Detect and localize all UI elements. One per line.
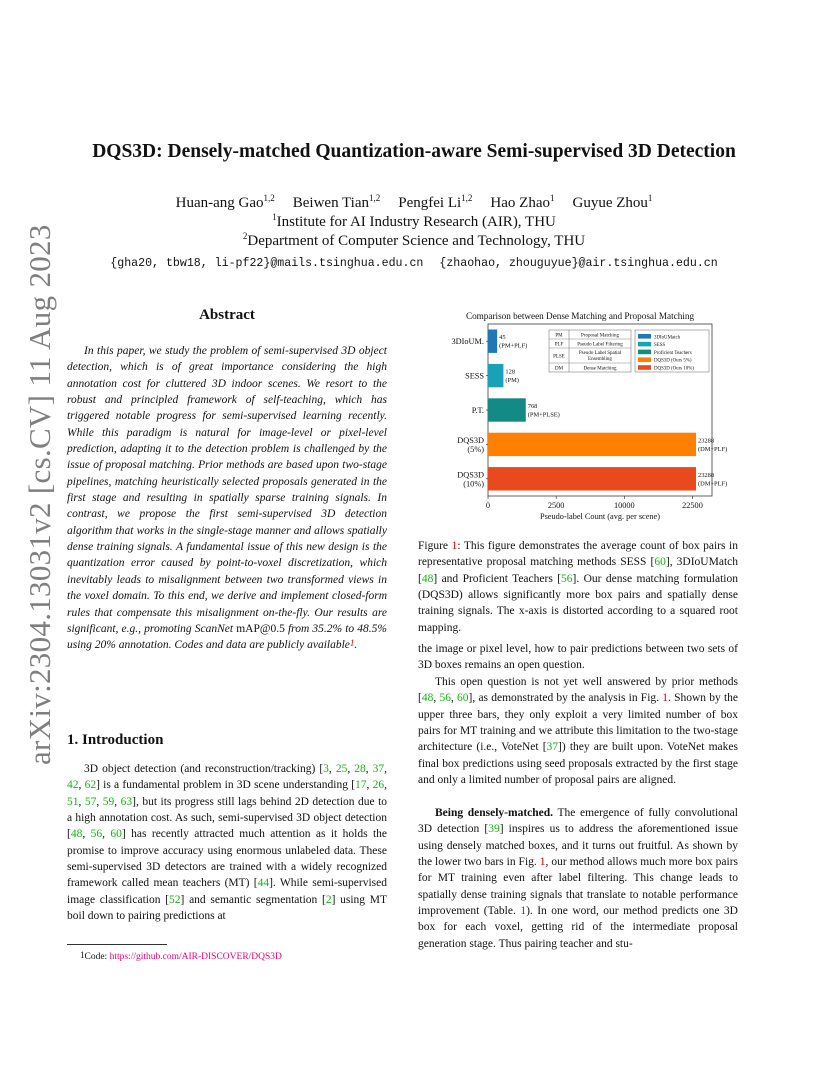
abbreviation-meaning: Dense Matching <box>583 366 617 372</box>
x-axis-label: Pseudo-label Count (avg. per scene) <box>539 512 661 521</box>
author-affiliation-mark: 1 <box>647 193 653 203</box>
legend-swatch <box>638 365 651 370</box>
footnote-mark[interactable]: 1 <box>349 638 355 649</box>
text-run: , <box>96 795 103 808</box>
abbreviation-meaning: Pseudo Label Spatial <box>578 351 622 356</box>
text-run: ], as demonstrated by the analysis in Fig. <box>468 692 663 705</box>
category-label: SESS <box>465 371 484 381</box>
figure-1 <box>430 308 730 524</box>
footnote-number: 1 <box>80 950 85 960</box>
legend-label: 3DIoUMatch <box>654 335 681 341</box>
text-run: . Shown by the upper three bars, they only exploit a very limited number of box pairs for MT training and we attribute this limitation to the two-stage architecture (i.e., VoteNet [ <box>418 692 739 754</box>
bar-1 <box>488 364 503 387</box>
citation-link[interactable]: 26 <box>372 779 385 792</box>
text-run: The emergence of fully convolutional 3D detection [ <box>418 807 738 836</box>
section-heading-introduction: 1. Introduction <box>67 732 164 748</box>
bar-value-label: (PM+PLF) <box>499 342 528 350</box>
figure-caption <box>418 538 738 636</box>
category-label: P.T. <box>471 406 484 415</box>
citation-link[interactable]: 17 <box>355 779 367 792</box>
bar-value-label: 45 <box>499 334 506 342</box>
legend-swatch <box>638 357 651 362</box>
citation-link[interactable]: 28 <box>354 763 366 775</box>
text-run: ] and Proficient Teachers [ <box>433 572 562 585</box>
text-run: ] is a fundamental problem in 3D scene understanding [ <box>96 779 356 792</box>
paper-title: DQS3D: Densely-matched Quantization-aware Semi-supervised 3D Detection <box>92 141 736 162</box>
author-name: Pengfei Li$^{1,2}$ <box>398 193 473 211</box>
citation-link[interactable]: 37 <box>546 741 559 754</box>
bar-chart <box>430 308 730 524</box>
author-affiliation-mark: 1,2 <box>461 193 473 203</box>
affiliation-1 <box>0 214 828 231</box>
abstract-part-1: In this paper, we study the problem of semi-supervised 3D object detection, which is of great importance considering the high annotation cost for cluttered 3D indoor scenes. We resort to the robust and principled framework of self-teaching, which has triggered notable progress for semi-supervised learning recently. While this paradigm is natural for image-level or pixel-level prediction, adapting it to the detection problem is challenged by the issue of proposal matching. Prior methods are based upon two-stage pipelines, matching heuristically selected proposals generated in the first stage and resulting in spatially sparse training signals. In contrast, we propose the first semi-supervised 3D detection algorithm that works in the single-stage manner and allows spatially dense training signals. A fundamental issue of this new design is the quantization error caused by point-to-voxel discretization, which inevitably leads to misalignment between two transformed views in the voxel domain. To this end, we derive and implement closed-form rules that compensate this misalignment on-the-fly. Our results are significant, e.g., promoting ScanNet <box>67 345 387 635</box>
citation-link[interactable]: 62 <box>84 779 97 792</box>
affiliation-2-text: Department of Computer Science and Technology, THU <box>247 233 586 249</box>
affiliation-2 <box>0 233 828 250</box>
legend-label: DQS3D (Ours 5%) <box>654 358 692 364</box>
arxiv-identifier: arXiv:2304.13031v2 [cs.CV] 11 Aug 2023 <box>22 224 57 765</box>
text-run: ]) they are built upon. VoteNet makes final box predictions using seed proposals extracted by the first stage and only a limited number of proposal pairs are aligned. <box>418 741 738 787</box>
cross-reference-link[interactable]: 1 <box>520 905 527 918</box>
author-affiliation-mark: 1 <box>549 193 555 203</box>
citation-link[interactable]: 60 <box>457 692 469 705</box>
affiliation-1-text: Institute for AI Industry Research (AIR), THU <box>276 214 556 230</box>
citation-link[interactable]: 52 <box>169 893 181 906</box>
footnote-divider <box>67 944 167 945</box>
text-run: , <box>328 763 336 775</box>
text-run: , <box>384 763 388 775</box>
citation-link[interactable]: 63 <box>120 795 133 808</box>
text-run: ], 3DIoUMatch [ <box>418 556 738 585</box>
citation-link[interactable]: 25 <box>335 763 348 775</box>
bar-value-label: 128 <box>505 368 516 376</box>
category-label: (5%) <box>467 444 484 454</box>
author-affiliation-mark: 1,2 <box>263 193 275 203</box>
text-run: ] using MT boil down to pairing predictions at <box>67 893 387 923</box>
text-run: , <box>82 828 91 841</box>
abbreviation-key: PLSE <box>553 354 565 360</box>
x-tick-label: 10000 <box>613 501 635 510</box>
bar-2 <box>488 398 526 421</box>
citation-link[interactable]: 3 <box>323 763 329 775</box>
abbreviation-meaning: Pseudo Label Filtering <box>577 342 623 348</box>
text-run: : This figure demonstrates the average count of box pairs in representative proposal matching methods SESS [ <box>418 540 738 569</box>
text-run: This open question is not yet well answered by prior methods [ <box>418 676 738 705</box>
text-run: , <box>78 779 85 792</box>
text-run: ]. While semi-supervised image classification [ <box>67 877 387 906</box>
abbreviation-key: PM <box>555 333 563 339</box>
text-run: ] has recently attracted much attention as it holds the promise to improve accuracy using enormous unlabeled data. These semi-supervised 3D detectors are trained with a widely recognized framework called mean teachers (MT) [ <box>67 828 387 890</box>
bar-value-label: (DM+PLF) <box>698 480 728 488</box>
code-link[interactable]: https://github.com/AIR-DISCOVER/DQS3D <box>109 952 282 962</box>
citation-link[interactable]: 44 <box>257 877 270 890</box>
author-name: Huan-ang Gao$^{1,2}$ <box>175 193 275 211</box>
bar-3 <box>488 433 696 456</box>
citation-link[interactable]: 48 <box>421 692 434 705</box>
text-run: ]. Our dense matching formulation (DQS3D) allows significantly more box pairs and spatially dense training signals. The x-axis is distorted according to a squared root mapping. <box>418 572 738 634</box>
author-name: Hao Zhao$^1$ <box>490 193 555 211</box>
citation-link[interactable]: 60 <box>654 556 666 569</box>
text-run: ] inspires us to address the aforementioned issue using densely matched boxes, and it turns out fruitful. As shown by the lower two bars in Fig. <box>418 823 738 869</box>
cross-reference-link[interactable]: 1 <box>539 856 546 869</box>
bar-value-label: 23288 <box>698 471 715 479</box>
text-run: Figure <box>418 540 452 552</box>
citation-link[interactable]: 48 <box>421 572 434 585</box>
text-run: , <box>102 828 111 841</box>
bar-value-label: (PM+PLSE) <box>527 411 560 419</box>
abstract-text <box>67 343 387 654</box>
citation-link[interactable]: 39 <box>488 823 500 836</box>
category-label: 3DIoUM. <box>451 337 484 347</box>
cross-reference-link[interactable]: 1 <box>451 540 458 552</box>
run-in-heading: Being densely-matched. <box>435 807 554 819</box>
legend-label: SESS <box>654 343 666 349</box>
abstract-part-2: from 35.2% to 48.5% using 20% annotation. Codes and data are publicly available <box>67 622 388 652</box>
text-run: ], but its progress still lags behind 2D detection due to a high annotation cost. As such, semi-supervised 3D object detection [ <box>67 795 388 841</box>
text-run: , <box>114 795 121 808</box>
citation-link[interactable]: 56 <box>439 692 451 705</box>
abstract-end: . <box>354 639 358 652</box>
citation-link[interactable]: 42 <box>67 779 79 792</box>
abbreviation-meaning: Ensembling <box>588 357 612 362</box>
legend-label: Proficient Teachers <box>654 350 692 356</box>
citation-link[interactable]: 57 <box>84 795 97 808</box>
text-run: , <box>366 779 373 792</box>
affiliation-1-mark: 1 <box>272 212 277 222</box>
legend-swatch <box>638 350 651 355</box>
bar-value-label: (DM+PLF) <box>698 445 728 453</box>
x-tick-label: 2500 <box>547 501 565 510</box>
text-run: ). In one word, our method predicts one 3D box for each voxel, getting rid of the intermediate proposal generation stage. Thus pairing teacher and stu- <box>418 905 738 950</box>
right-paragraph-2 <box>418 674 738 788</box>
bar-value-label: 768 <box>527 403 538 410</box>
abbreviation-key: DM <box>554 366 564 372</box>
citation-link[interactable]: 60 <box>110 828 122 841</box>
x-tick-label: 0 <box>485 501 491 510</box>
footnote-label: Code: <box>84 952 110 962</box>
citation-link[interactable]: 51 <box>67 795 79 808</box>
bar-0 <box>488 330 497 353</box>
citation-link[interactable]: 56 <box>561 572 573 585</box>
bar-value-label: (PM) <box>505 377 519 385</box>
author-list <box>0 195 828 212</box>
legend-swatch <box>638 334 651 339</box>
text-run: , <box>450 692 458 705</box>
text-run: ] and semantic segmentation [ <box>180 893 326 906</box>
email-group-1[interactable]: {gha20, tbw18, li-pf22}@mails.tsinghua.edu.cn <box>110 257 424 270</box>
citation-link[interactable]: 2 <box>325 893 332 906</box>
footnote <box>80 952 282 962</box>
author-name: Beiwen Tian$^{1,2}$ <box>292 193 381 211</box>
bar-value-label: 23288 <box>698 437 715 445</box>
right-paragraph-3 <box>418 805 738 952</box>
author-name: Guyue Zhou$^1$ <box>572 193 653 211</box>
email-group-2[interactable]: {zhaohao, zhouguyue}@air.tsinghua.edu.cn <box>439 257 718 270</box>
bar-4 <box>488 467 696 490</box>
abstract-metric: mAP@0.5 <box>236 622 285 635</box>
category-label: DQS3D <box>457 435 484 445</box>
text-run: 3D object detection (and reconstruction/tracking) [ <box>84 763 324 775</box>
citation-link[interactable]: 59 <box>102 795 115 808</box>
intro-paragraph <box>67 761 387 924</box>
x-tick-label: 22500 <box>682 501 703 510</box>
citation-link[interactable]: 56 <box>90 828 103 841</box>
abbreviation-meaning: Proposal Matching <box>581 333 619 339</box>
category-label: DQS3D <box>457 470 484 480</box>
text-run: , <box>365 763 373 775</box>
chart-title: Comparison between Dense Matching and Proposal Matching <box>465 311 695 321</box>
right-paragraph-3-body <box>418 807 738 950</box>
right-paragraph-1: the image or pixel level, how to pair predictions between two sets of 3D boxes remains an open question. <box>418 643 738 672</box>
citation-link[interactable]: 37 <box>372 763 385 775</box>
author-affiliation-mark: 1,2 <box>369 193 381 203</box>
text-run: , <box>78 795 85 808</box>
email-line <box>0 257 828 270</box>
affiliation-2-mark: 2 <box>242 231 248 241</box>
text-run: , our method allows much more box pairs for MT training even after label filtering. This change leads to spatially dense training signals that translate to notable performance improvement (Table. <box>418 856 738 918</box>
text-run: , <box>433 692 440 705</box>
text-run: , <box>384 779 388 792</box>
abstract-heading: Abstract <box>199 307 255 323</box>
abbreviation-key: PLF <box>554 342 564 348</box>
legend-swatch <box>638 342 651 347</box>
citation-link[interactable]: 48 <box>70 828 83 841</box>
cross-reference-link[interactable]: 1 <box>662 692 668 705</box>
text-run: , <box>347 763 355 775</box>
legend-label: DQS3D (Ours 10%) <box>654 366 694 372</box>
category-label: (10%) <box>463 479 484 489</box>
